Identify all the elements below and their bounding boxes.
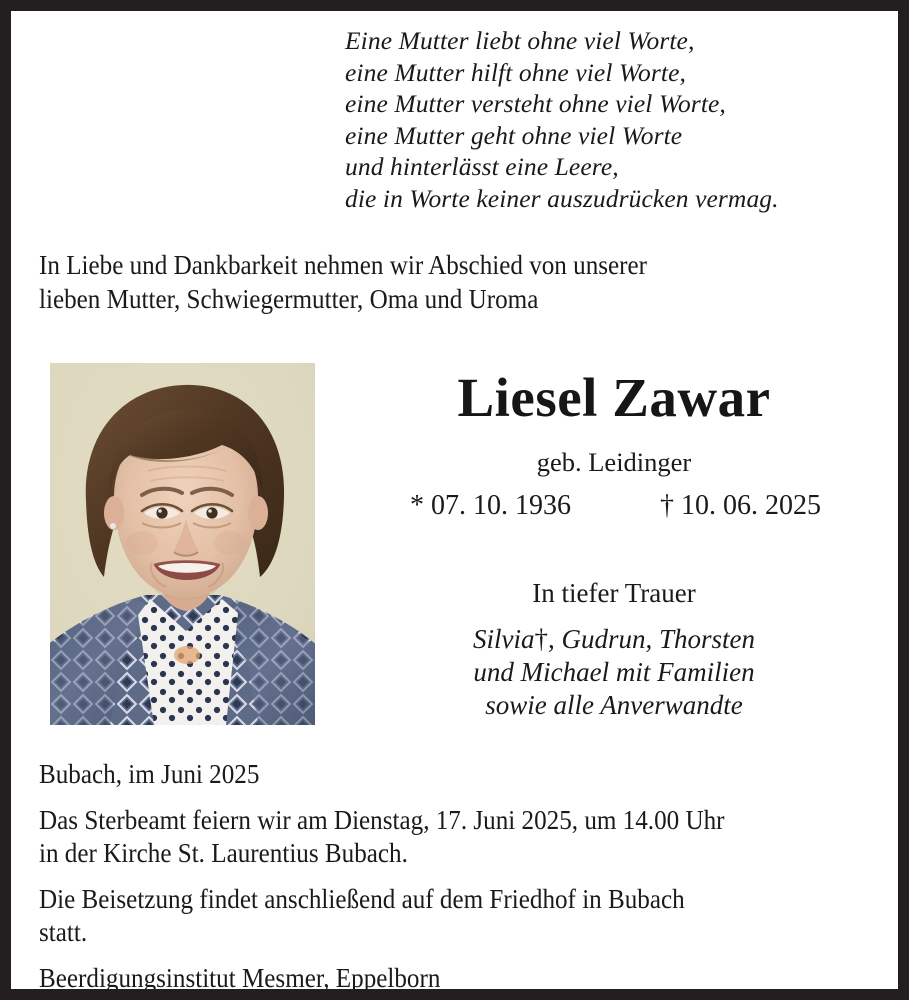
notice-inner-area <box>11 11 898 993</box>
deceased-details <box>329 367 899 722</box>
funeral-home-block <box>39 962 874 995</box>
poem-line: eine Mutter hilft ohne viel Worte, <box>345 57 686 87</box>
portrait-photo <box>50 363 315 725</box>
poem-line: eine Mutter versteht ohne viel Worte, <box>345 89 726 118</box>
service-line: in der Kirche St. Laurentius Bubach. <box>39 838 408 868</box>
mourner-line: und Michael mit Familien <box>473 657 755 687</box>
burial-block <box>39 883 874 949</box>
funeral-details <box>39 758 874 1000</box>
intro-line: In Liebe und Dankbarkeit nehmen wir Abschied von unserer <box>39 250 648 280</box>
mourner-name-silvia: Silvia <box>472 624 535 654</box>
funeral-home: Beerdigungsinstitut Mesmer, Eppelborn <box>39 963 441 993</box>
place-and-date-block <box>39 758 874 791</box>
poem-line: eine Mutter geht ohne viel Worte <box>345 120 683 150</box>
mourning-heading: In tiefer Trauer <box>532 578 696 608</box>
farewell-intro-text <box>39 249 869 316</box>
place-date: Bubach, im Juni 2025 <box>39 759 260 789</box>
life-dates <box>329 488 899 524</box>
memorial-service-block <box>39 804 874 870</box>
poem-line: Eine Mutter liebt ohne viel Worte, <box>345 26 695 55</box>
birth-date: * 07. 10. 1936 <box>410 490 571 521</box>
burial-line: Die Beisetzung findet anschließend auf dem Friedhof in Bubach <box>39 884 685 914</box>
poem-line: und hinterlässt eine Leere, <box>345 152 619 181</box>
dagger-icon: † <box>534 624 548 654</box>
mourner-line: sowie alle Anverwandte <box>485 690 743 720</box>
mourner-names-rest: , Gudrun, Thorsten <box>547 624 756 654</box>
service-line: Das Sterbeamt feiern wir am Dienstag, 17. Juni 2025, um 14.00 Uhr <box>39 805 725 835</box>
mourner-line <box>329 623 899 656</box>
burial-line: statt. <box>39 917 88 947</box>
deceased-name: Liesel Zawar <box>457 367 771 428</box>
memorial-poem <box>345 25 890 214</box>
maiden-name: geb. Leidinger <box>536 447 692 477</box>
poem-line: die in Worte keiner auszudrücken vermag. <box>345 183 779 213</box>
intro-line: lieben Mutter, Schwiegermutter, Oma und Uroma <box>39 283 539 314</box>
death-date: † 10. 06. 2025 <box>660 490 821 521</box>
